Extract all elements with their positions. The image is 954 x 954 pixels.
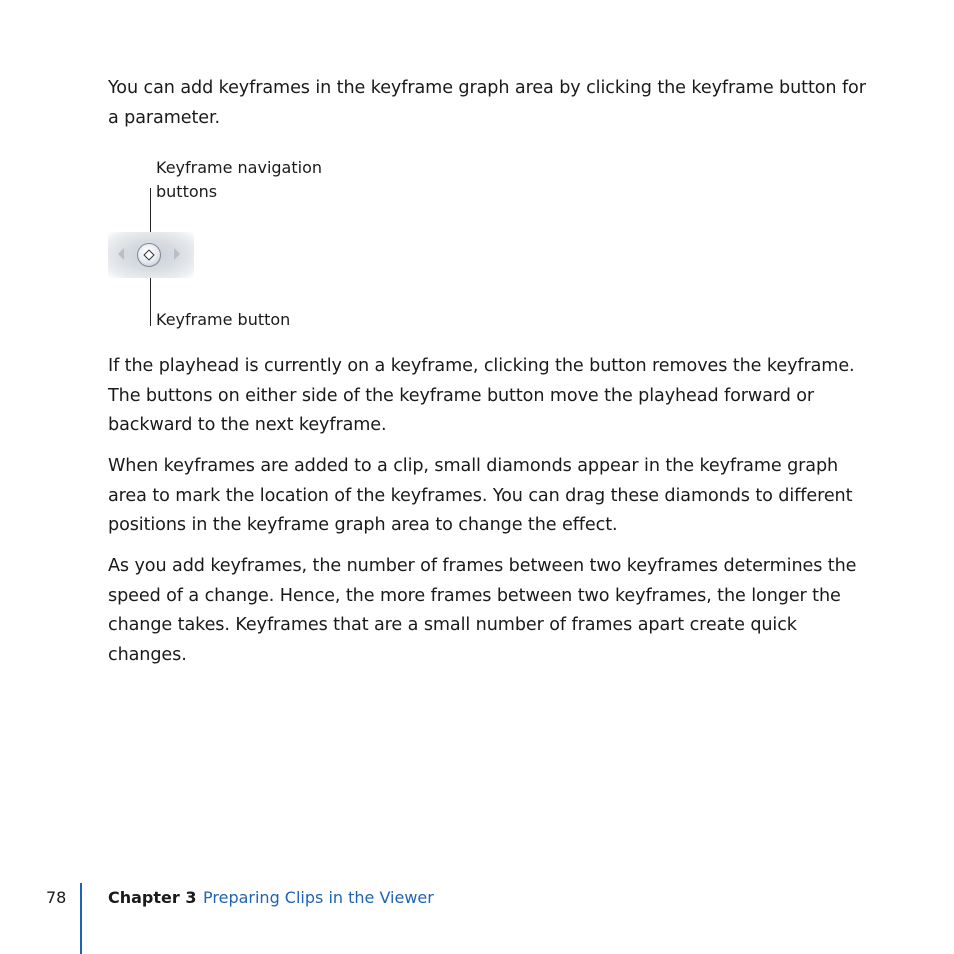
callout-navigation-buttons: Keyframe navigation buttons bbox=[156, 158, 323, 201]
callout-leader-top bbox=[150, 188, 151, 234]
keyframe-button[interactable] bbox=[137, 243, 161, 267]
previous-keyframe-arrow-icon[interactable] bbox=[118, 248, 124, 260]
callout-leader-bottom bbox=[150, 278, 151, 326]
keyframe-diamond-icon bbox=[143, 249, 154, 260]
footer-chapter-label: Chapter 3 bbox=[108, 888, 197, 907]
footer-chapter-title[interactable]: Preparing Clips in the Viewer bbox=[203, 888, 434, 907]
intro-paragraph: You can add keyframes in the keyframe graph area by clicking the keyframe button for a parameter. bbox=[108, 78, 866, 128]
footer-divider bbox=[80, 883, 82, 954]
paragraph-diamonds: When keyframes are added to a clip, small diamonds appear in the keyframe graph area to mark the location of the keyframes. You can drag these diamonds to different positions in the keyframe graph area to change the effect. bbox=[108, 456, 853, 535]
callout-keyframe-button: Keyframe button bbox=[156, 310, 291, 329]
paragraph-playhead: If the playhead is currently on a keyframe, clicking the button removes the keyframe. The buttons on either side of the keyframe button move the playhead forward or backward to the next keyframe. bbox=[108, 356, 855, 435]
page-number: 78 bbox=[46, 888, 67, 907]
paragraph-speed: As you add keyframes, the number of frames between two keyframes determines the speed of a change. Hence, the more frames between two keyframes, the longer the change takes. Keyframes that are a small number of frames apart create quick changes. bbox=[108, 556, 857, 665]
next-keyframe-arrow-icon[interactable] bbox=[174, 248, 180, 260]
